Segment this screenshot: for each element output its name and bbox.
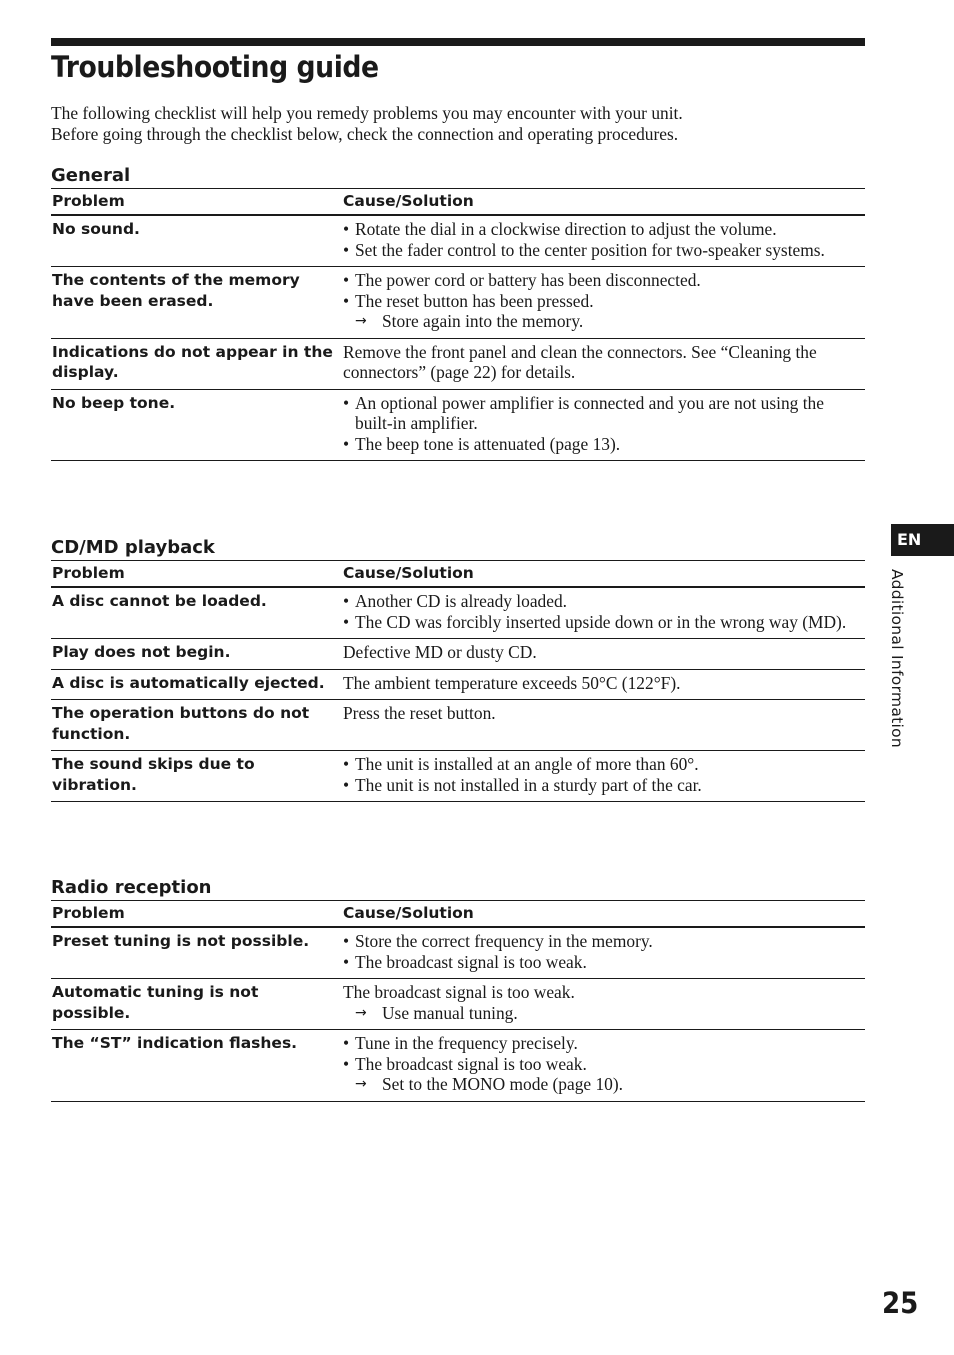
problem-cell: Play does not begin. bbox=[51, 639, 342, 670]
solution-text: Remove the front panel and clean the connectors. See “Cleaning the connectors” (page 22) for details. bbox=[343, 341, 817, 382]
column-header-solution: Cause/Solution bbox=[342, 901, 865, 928]
solution-bullet-item bbox=[343, 775, 865, 796]
column-header-problem: Problem bbox=[51, 189, 342, 216]
solution-bullet-item bbox=[343, 1033, 865, 1054]
solution-cell bbox=[342, 267, 865, 339]
bullet-icon: • bbox=[343, 290, 350, 311]
solution-text: An optional power amplifier is connected and you are not using the built-in amplifier. bbox=[355, 392, 824, 433]
bullet-icon: • bbox=[343, 239, 350, 260]
bullet-icon: • bbox=[343, 1053, 350, 1074]
solution-text: Defective MD or dusty CD. bbox=[343, 642, 537, 662]
problem-cell: Indications do not appear in the display. bbox=[51, 338, 342, 389]
solution-arrow-item bbox=[343, 1003, 865, 1024]
solution-text: The broadcast signal is too weak. bbox=[355, 951, 587, 972]
solution-text: The broadcast signal is too weak. bbox=[343, 982, 575, 1002]
solution-text: Store again into the memory. bbox=[382, 311, 584, 331]
table-row bbox=[51, 751, 865, 802]
bullet-icon: • bbox=[343, 392, 350, 413]
solution-bullet-item bbox=[343, 434, 865, 455]
bullet-icon: • bbox=[343, 754, 350, 774]
problem-cell: The sound skips due to vibration. bbox=[51, 751, 342, 802]
solution-bullet-item bbox=[343, 270, 865, 291]
solution-text: Tune in the frequency precisely. bbox=[355, 1033, 578, 1053]
bullet-icon: • bbox=[343, 931, 350, 951]
solution-cell bbox=[342, 1030, 865, 1102]
problem-cell: A disc is automatically ejected. bbox=[51, 669, 342, 700]
table-row bbox=[51, 215, 865, 267]
section-title: CD/MD playback bbox=[51, 537, 215, 558]
solution-text: The unit is installed at an angle of more than 60°. bbox=[355, 754, 699, 774]
table-row bbox=[51, 669, 865, 700]
solution-cell bbox=[342, 215, 865, 267]
solution-text: The beep tone is attenuated (page 13). bbox=[355, 433, 621, 454]
arrow-right-icon: → bbox=[355, 1076, 367, 1092]
arrow-right-icon: → bbox=[355, 313, 367, 329]
problem-cell: Automatic tuning is not possible. bbox=[51, 979, 342, 1030]
solution-bullet-item bbox=[343, 240, 865, 261]
solution-cell bbox=[342, 389, 865, 461]
problem-cell: The “ST” indication flashes. bbox=[51, 1030, 342, 1102]
solution-cell bbox=[342, 927, 865, 979]
table-row bbox=[51, 389, 865, 461]
solution-cell bbox=[342, 338, 865, 389]
top-rule bbox=[51, 38, 865, 46]
solution-text: Store the correct frequency in the memory. bbox=[355, 931, 653, 951]
table-row bbox=[51, 338, 865, 389]
solution-bullet-item bbox=[343, 952, 865, 973]
solution-text: Use manual tuning. bbox=[382, 1002, 518, 1023]
section-radio-reception bbox=[51, 876, 865, 1102]
solution-cell bbox=[342, 979, 865, 1030]
solution-bullet-item bbox=[343, 1054, 865, 1075]
solution-cell bbox=[342, 639, 865, 670]
solution-text: Press the reset button. bbox=[343, 703, 496, 723]
problem-cell: No beep tone. bbox=[51, 389, 342, 461]
intro-text bbox=[51, 103, 871, 144]
solution-text: The power cord or battery has been disconnected. bbox=[355, 270, 701, 290]
column-header-problem: Problem bbox=[51, 561, 342, 588]
section-title: Radio reception bbox=[51, 877, 212, 898]
troubleshooting-table bbox=[51, 188, 865, 461]
language-tab: EN bbox=[891, 524, 954, 556]
solution-bullet-item bbox=[343, 393, 865, 434]
column-header-solution: Cause/Solution bbox=[342, 561, 865, 588]
section-general bbox=[51, 164, 865, 461]
solution-bullet-item bbox=[343, 612, 865, 633]
table-row bbox=[51, 700, 865, 751]
solution-bullet-item bbox=[343, 931, 865, 952]
solution-cell bbox=[342, 587, 865, 639]
solution-cell bbox=[342, 669, 865, 700]
troubleshooting-table bbox=[51, 900, 865, 1102]
solution-cell bbox=[342, 751, 865, 802]
solution-text: The broadcast signal is too weak. bbox=[355, 1053, 587, 1074]
bullet-icon: • bbox=[343, 591, 350, 611]
arrow-right-icon: → bbox=[355, 1004, 367, 1021]
solution-bullet-item bbox=[343, 754, 865, 775]
solution-text: Set the fader control to the center position for two-speaker systems. bbox=[355, 239, 825, 260]
chapter-side-label: Additional Information bbox=[888, 569, 906, 749]
table-row bbox=[51, 927, 865, 979]
page-title: Troubleshooting guide bbox=[51, 50, 379, 84]
troubleshooting-table bbox=[51, 560, 865, 802]
bullet-icon: • bbox=[343, 1033, 350, 1053]
table-row bbox=[51, 979, 865, 1030]
table-header-row bbox=[51, 901, 865, 928]
bullet-icon: • bbox=[343, 774, 350, 795]
solution-arrow-item bbox=[343, 311, 865, 332]
problem-cell: The operation buttons do not function. bbox=[51, 700, 342, 751]
column-header-problem: Problem bbox=[51, 901, 342, 928]
problem-cell: Preset tuning is not possible. bbox=[51, 927, 342, 979]
table-header-row bbox=[51, 189, 865, 216]
solution-text: The ambient temperature exceeds 50°C (122°F). bbox=[343, 672, 681, 693]
solution-text: The CD was forcibly inserted upside down or in the wrong way (MD). bbox=[355, 611, 847, 632]
bullet-icon: • bbox=[343, 270, 350, 290]
intro-line: Before going through the checklist below, check the connection and operating procedures. bbox=[51, 123, 679, 144]
solution-text: The unit is not installed in a sturdy part of the car. bbox=[355, 774, 702, 795]
solution-text: The reset button has been pressed. bbox=[355, 290, 594, 311]
problem-cell: No sound. bbox=[51, 215, 342, 267]
solution-bullet-item bbox=[343, 219, 865, 240]
solution-text: Rotate the dial in a clockwise direction to adjust the volume. bbox=[355, 219, 777, 239]
solution-bullet-item bbox=[343, 291, 865, 312]
section-cd-md-playback bbox=[51, 536, 865, 802]
page-number: 25 bbox=[882, 1286, 919, 1320]
solution-bullet-item bbox=[343, 591, 865, 612]
solution-arrow-item bbox=[343, 1074, 865, 1095]
solution-cell bbox=[342, 700, 865, 751]
table-header-row bbox=[51, 561, 865, 588]
bullet-icon: • bbox=[343, 219, 350, 239]
column-header-solution: Cause/Solution bbox=[342, 189, 865, 216]
bullet-icon: • bbox=[343, 433, 350, 454]
intro-line: The following checklist will help you remedy problems you may encounter with your unit. bbox=[51, 103, 683, 123]
table-row bbox=[51, 267, 865, 339]
table-row bbox=[51, 639, 865, 670]
solution-text: Set to the MONO mode (page 10). bbox=[382, 1074, 624, 1094]
bullet-icon: • bbox=[343, 611, 350, 632]
bullet-icon: • bbox=[343, 951, 350, 972]
section-title: General bbox=[51, 165, 131, 186]
problem-cell: The contents of the memory have been erased. bbox=[51, 267, 342, 339]
table-row bbox=[51, 587, 865, 639]
solution-text: Another CD is already loaded. bbox=[355, 591, 568, 611]
problem-cell: A disc cannot be loaded. bbox=[51, 587, 342, 639]
table-row bbox=[51, 1030, 865, 1102]
